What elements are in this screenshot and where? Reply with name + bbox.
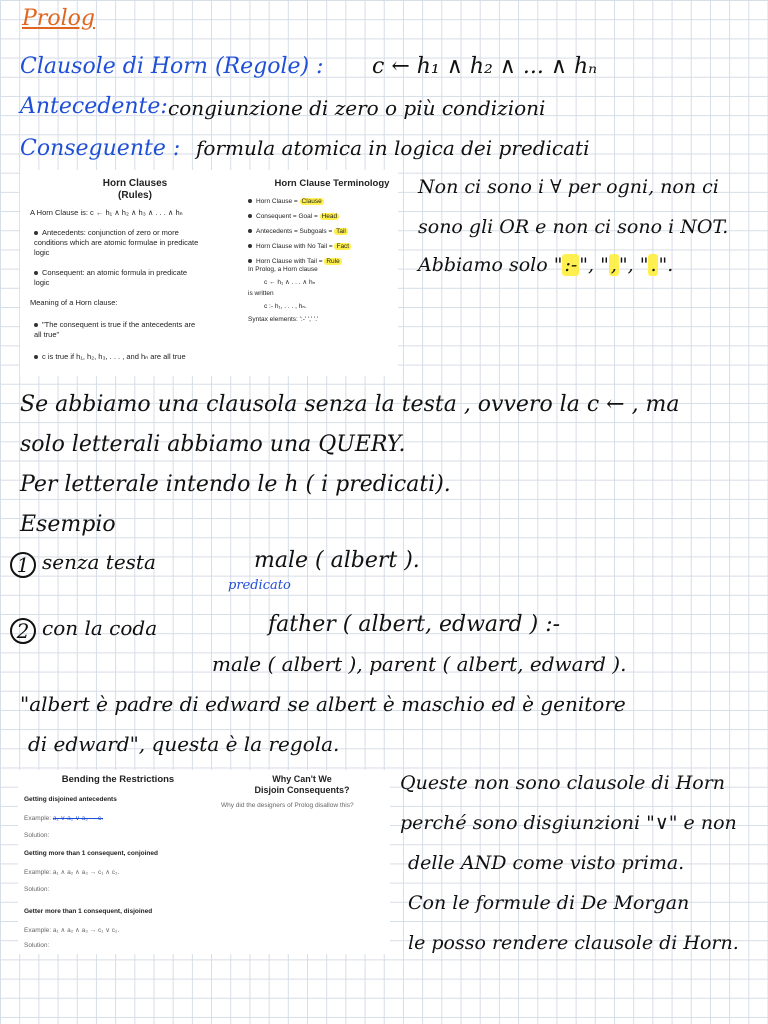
example1-number: 1 xyxy=(10,552,36,578)
term-head: Consequent = Goal = Head xyxy=(248,209,351,224)
consequent-text: formula atomica in logica dei predicati xyxy=(196,136,590,160)
slide1-bullet-consequent: Consequent: an atomic formula in predicate logic xyxy=(34,268,188,287)
slide2-s3: Getter more than 1 consequent, disjoined xyxy=(24,908,153,915)
slide2-solution1: Solution: xyxy=(24,832,50,839)
example2-label: con la coda xyxy=(42,616,158,640)
page-title: Prolog xyxy=(22,6,95,31)
slide2-right-title: Why Can't We Disjoin Consequents? xyxy=(254,774,350,795)
bullet-icon xyxy=(248,229,252,233)
term-rule: Horn Clause with Tail = Rule xyxy=(248,254,351,269)
slide2-example3: Example: a₁ ∧ a₂ ∧ a₃ → c₁ ∨ c₂. xyxy=(24,927,120,934)
slide2-solution2: Solution: xyxy=(24,886,50,893)
slide1-meaning: Meaning of a Horn clause: xyxy=(30,298,118,307)
bullet-icon xyxy=(248,259,252,263)
antecedent-text: congiunzione di zero o più condizioni xyxy=(168,96,546,120)
term-clause: Horn Clause = Clause xyxy=(248,194,351,209)
query-line1: Se abbiamo una clausola senza la testa , ovvero la c ← , ma xyxy=(20,392,680,417)
slide1-bullet-meaning: "The consequent is true if the antecedents are all true" xyxy=(34,320,196,339)
note2-line5: le posso rendere clausole di Horn. xyxy=(408,932,739,954)
horn-clause-label: Clausole di Horn (Regole) : xyxy=(20,54,324,79)
query-line2: solo letterali abbiamo una QUERY. xyxy=(20,432,406,457)
slide1-bullet-true: c is true if h₁, h₂, h₃, . . . , and hₙ are all true xyxy=(34,352,204,362)
note2-line3: delle AND come visto prima. xyxy=(408,852,685,874)
example1-label: senza testa xyxy=(42,550,156,574)
bullet-icon xyxy=(34,231,38,235)
predicate-note: predicato xyxy=(228,578,291,593)
horn-clauses-slide xyxy=(20,170,398,376)
bullet-icon xyxy=(34,271,38,275)
slide1-right-title: Horn Clause Terminology xyxy=(274,178,390,189)
note1-line3: Abbiamo solo " :- ", " , ", " . ". xyxy=(418,254,674,276)
consequent-label: Conseguente : xyxy=(20,136,181,161)
note1-line2: sono gli OR e non ci sono i NOT. xyxy=(418,216,729,238)
prolog-written-4: c :- h₁, . . . , hₙ. xyxy=(264,303,307,310)
bullet-icon xyxy=(248,214,252,218)
rule-explanation-line1: "albert è padre di edward se albert è maschio ed è genitore xyxy=(20,692,626,716)
antecedent-label: Antecedente: xyxy=(20,94,168,119)
bending-restrictions-slide xyxy=(18,770,390,954)
slide1-definition: A Horn Clause is: c ← h₁ ∧ h₂ ∧ h₃ ∧ . . . ∧ hₙ xyxy=(30,208,183,217)
bullet-icon xyxy=(34,323,38,327)
slide2-s2: Getting more than 1 consequent, conjoined xyxy=(24,850,158,857)
slide2-solution3: Solution: xyxy=(24,942,50,949)
example2-number: 2 xyxy=(10,618,36,644)
slide2-example2: Example: a₁ ∧ a₂ ∧ a₃ → c₁ ∧ c₂. xyxy=(24,869,120,876)
note1-line1: Non ci sono i ∀ per ogni, non ci xyxy=(418,176,719,198)
slide2-left-title: Bending the Restrictions xyxy=(61,774,175,785)
slide1-left-title: Horn Clauses (Rules) xyxy=(102,178,168,201)
slide2-example1: Example: a₁ ∨ a₂ ∨ a₃ → c. xyxy=(24,815,104,822)
example2-code-head: father ( albert, edward ) :- xyxy=(268,612,561,637)
bullet-icon xyxy=(248,244,252,248)
prolog-written-1: In Prolog, a Horn clause xyxy=(248,266,318,273)
term-tail: Antecedents = Subgoals = Tail xyxy=(248,224,351,239)
example1-code: male ( albert ). xyxy=(254,548,420,573)
example-heading: Esempio xyxy=(20,512,116,537)
term-fact: Horn Clause with No Tail = Fact xyxy=(248,239,351,254)
bullet-icon xyxy=(248,199,252,203)
bullet-icon xyxy=(34,355,38,359)
syntax-elements: Syntax elements: ':-' ',' '.' xyxy=(248,316,319,323)
note2-line4: Con le formule di De Morgan xyxy=(408,892,690,914)
slide1-bullet-antecedents: Antecedents: conjunction of zero or more conditions which are atomic formulae in predicate logic xyxy=(34,228,199,257)
slide2-right-subtitle: Why did the designers of Prolog disallow this? xyxy=(221,802,354,809)
note2-line1: Queste non sono clausole di Horn xyxy=(400,772,726,794)
slide2-s1: Getting disjoined antecedents xyxy=(24,796,117,803)
rule-explanation-line2: di edward", questa è la regola. xyxy=(28,732,340,756)
terminology-list xyxy=(248,194,351,269)
horn-clause-formula: c ← h₁ ∧ h₂ ∧ ... ∧ hₙ xyxy=(372,54,598,79)
prolog-written-2: c ← h₁ ∧ . . . ∧ hₙ xyxy=(264,279,316,286)
example2-code-body: male ( albert ), parent ( albert, edward ). xyxy=(212,652,627,676)
prolog-written-3: is written xyxy=(248,290,274,297)
note2-line2: perché sono disgiunzioni "∨" e non xyxy=(400,812,737,834)
literal-line: Per letterale intendo le h ( i predicati). xyxy=(20,472,451,497)
